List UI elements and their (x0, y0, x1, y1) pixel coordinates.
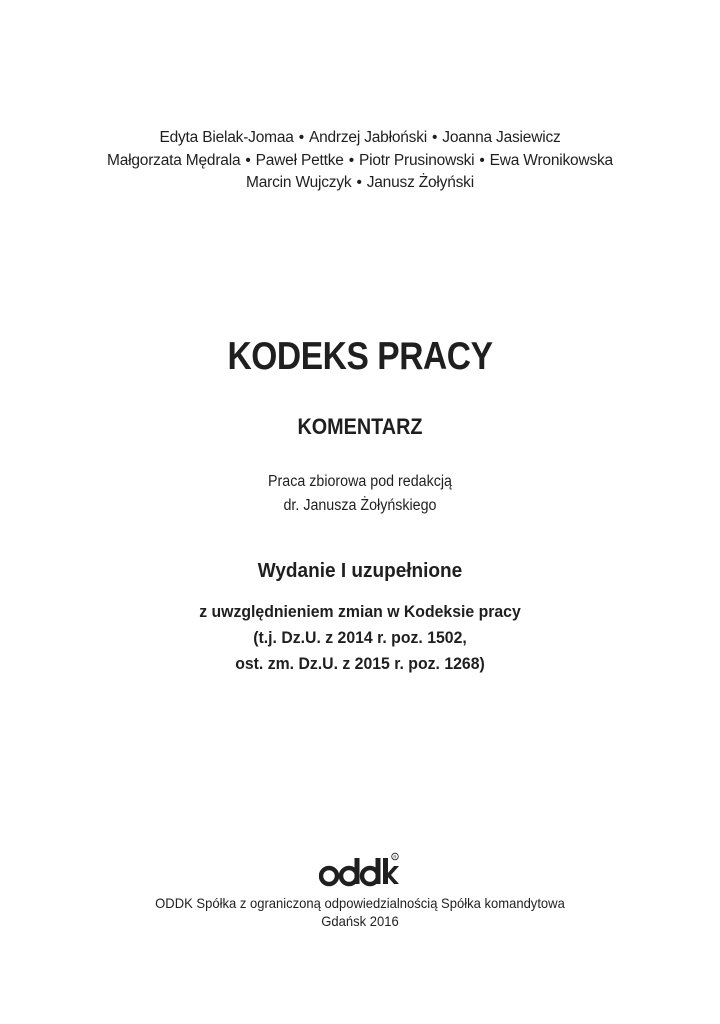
amendments-line-3: ost. zm. Dz.U. z 2015 r. poz. 1268) (235, 654, 485, 673)
author-line-1 (0, 127, 720, 150)
amendments-line-1: z uwzględnieniem zmian w Kodeksie pracy (199, 602, 521, 621)
separator-bullet: • (348, 151, 354, 169)
publisher-logo (319, 852, 401, 888)
amendments-line-2: (t.j. Dz.U. z 2014 r. poz. 1502, (253, 628, 467, 647)
publication-place-year: Gdańsk 2016 (321, 913, 399, 929)
book-title: KODEKS PRACY (227, 335, 493, 378)
author-name: Marcin Wujczyk (246, 174, 352, 191)
book-subtitle: KOMENTARZ (297, 414, 423, 439)
author-name: Ewa Wronikowska (489, 151, 613, 169)
author-list (0, 127, 720, 195)
publisher-info (25, 894, 695, 930)
author-name: Joanna Jasiewicz (442, 129, 561, 146)
author-name: Małgorzata Mędrala (107, 151, 241, 169)
publisher-name: ODDK Spółka z ograniczoną odpowiedzialnością Spółka komandytowa (155, 895, 565, 911)
author-line-3 (0, 172, 720, 195)
editor-line-1: Praca zbiorowa pod redakcją (268, 473, 452, 490)
editor-note (29, 470, 691, 518)
separator-bullet: • (245, 151, 251, 169)
author-name: Paweł Pettke (255, 151, 344, 169)
author-name: Edyta Bielak-Jomaa (159, 129, 294, 146)
svg-text:R: R (393, 854, 397, 860)
author-name: Andrzej Jabłoński (308, 129, 428, 146)
author-name: Janusz Żołyński (366, 174, 474, 191)
separator-bullet: • (356, 174, 362, 191)
amendments-note (25, 599, 695, 677)
separator-bullet: • (298, 129, 304, 146)
edition-label: Wydanie I uzupełnione (257, 560, 463, 582)
separator-bullet: • (432, 129, 438, 146)
editor-line-2: dr. Janusza Żołyńskiego (283, 497, 437, 514)
oddk-logo-icon (319, 852, 401, 888)
separator-bullet: • (479, 151, 485, 169)
author-name: Piotr Prusinowski (358, 151, 475, 169)
author-line-2 (0, 150, 720, 173)
